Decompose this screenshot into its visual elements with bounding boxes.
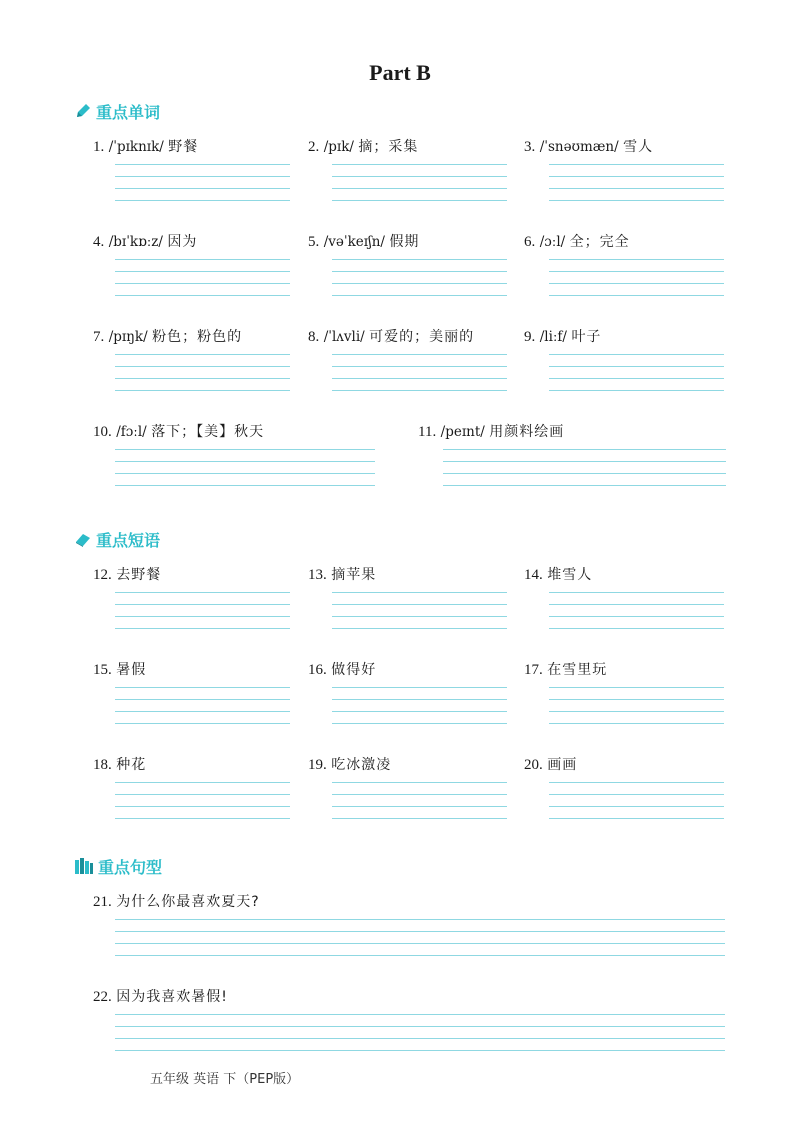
item-meaning: 堆雪人 (547, 567, 593, 583)
item-meaning: 因为 (167, 234, 198, 250)
item-meaning: 粉色；粉色的 (152, 329, 243, 345)
item-meaning: 叶子 (571, 329, 602, 345)
writing-line[interactable] (549, 295, 724, 296)
writing-line[interactable] (115, 461, 375, 462)
item-number: 11. (418, 424, 437, 440)
item-phonetic: /bɪˈkɒːz/ (108, 234, 163, 250)
writing-line[interactable] (115, 164, 290, 165)
item-number: 16. (308, 662, 327, 678)
writing-line[interactable] (549, 699, 724, 700)
writing-line[interactable] (332, 283, 507, 284)
writing-line[interactable] (549, 628, 724, 629)
writing-line[interactable] (115, 354, 290, 355)
writing-line[interactable] (115, 390, 290, 391)
writing-line[interactable] (115, 1026, 725, 1027)
item-meaning: 暑假 (116, 662, 147, 678)
item-meaning: 吃冰激凌 (331, 757, 392, 773)
item-number: 21. (93, 894, 112, 910)
item-meaning: 可爱的；美丽的 (369, 329, 475, 345)
writing-line[interactable] (549, 818, 724, 819)
item-number: 8. (308, 329, 320, 345)
item-label (524, 756, 577, 774)
writing-line[interactable] (115, 943, 725, 944)
writing-line[interactable] (549, 200, 724, 201)
item-label (93, 756, 146, 774)
writing-line[interactable] (549, 259, 724, 260)
writing-line[interactable] (549, 687, 724, 688)
writing-line[interactable] (549, 592, 724, 593)
writing-line[interactable] (115, 176, 290, 177)
section-heading-sentences (74, 855, 162, 877)
writing-line[interactable] (115, 473, 375, 474)
writing-line[interactable] (115, 259, 290, 260)
writing-line[interactable] (115, 271, 290, 272)
writing-line[interactable] (549, 794, 724, 795)
writing-line[interactable] (332, 806, 507, 807)
writing-line[interactable] (332, 200, 507, 201)
writing-line[interactable] (443, 485, 726, 486)
item-label (93, 988, 228, 1006)
item-number: 3. (524, 139, 536, 155)
item-meaning: 在雪里玩 (547, 662, 608, 678)
item-label (308, 233, 419, 251)
section-heading-text: 重点单词 (96, 102, 161, 122)
writing-line[interactable] (549, 164, 724, 165)
writing-line[interactable] (115, 1050, 725, 1051)
writing-line[interactable] (332, 699, 507, 700)
writing-line[interactable] (332, 188, 507, 189)
writing-line[interactable] (549, 782, 724, 783)
item-number: 9. (524, 329, 536, 345)
item-meaning: 做得好 (331, 662, 377, 678)
writing-line[interactable] (549, 366, 724, 367)
item-number: 2. (308, 139, 320, 155)
writing-line[interactable] (332, 176, 507, 177)
writing-line[interactable] (332, 271, 507, 272)
writing-line[interactable] (115, 1014, 725, 1015)
page-title: Part B (369, 60, 431, 85)
item-meaning: 用颜料绘画 (489, 424, 565, 440)
pencil-icon (74, 102, 92, 120)
item-number: 15. (93, 662, 112, 678)
writing-line[interactable] (115, 378, 290, 379)
item-number: 13. (308, 567, 327, 583)
item-meaning: 为什么你最喜欢夏天? (116, 894, 260, 910)
writing-line[interactable] (115, 366, 290, 367)
writing-line[interactable] (332, 794, 507, 795)
item-phonetic: /ˈlʌvli/ (323, 329, 365, 345)
item-label (308, 756, 391, 774)
item-label (93, 893, 260, 911)
writing-line[interactable] (115, 806, 290, 807)
item-label (524, 328, 601, 346)
item-label (524, 566, 592, 584)
item-label (93, 233, 197, 251)
writing-line[interactable] (332, 295, 507, 296)
writing-line[interactable] (332, 711, 507, 712)
item-label (524, 138, 653, 156)
writing-line[interactable] (115, 628, 290, 629)
writing-line[interactable] (115, 955, 725, 956)
item-meaning: 因为我喜欢暑假! (116, 989, 228, 1005)
writing-line[interactable] (115, 818, 290, 819)
item-label (418, 423, 564, 441)
writing-line[interactable] (443, 473, 726, 474)
writing-line[interactable] (115, 485, 375, 486)
item-meaning: 画画 (547, 757, 578, 773)
writing-line[interactable] (549, 176, 724, 177)
books-icon (74, 857, 94, 875)
section-heading-phrases (74, 528, 160, 550)
writing-line[interactable] (549, 354, 724, 355)
writing-line[interactable] (332, 390, 507, 391)
writing-line[interactable] (332, 723, 507, 724)
item-phonetic: /ˈsnəʊmæn/ (539, 139, 619, 155)
item-number: 22. (93, 989, 112, 1005)
writing-line[interactable] (332, 259, 507, 260)
writing-line[interactable] (549, 711, 724, 712)
writing-line[interactable] (332, 782, 507, 783)
item-meaning: 摘苹果 (331, 567, 377, 583)
item-phonetic: /liːf/ (539, 329, 567, 345)
item-label (93, 423, 264, 441)
item-number: 5. (308, 234, 320, 250)
writing-line[interactable] (549, 188, 724, 189)
writing-line[interactable] (115, 592, 290, 593)
item-meaning: 去野餐 (116, 567, 162, 583)
writing-line[interactable] (332, 687, 507, 688)
item-meaning: 雪人 (623, 139, 654, 155)
writing-line[interactable] (332, 628, 507, 629)
item-meaning: 全；完全 (569, 234, 630, 250)
item-number: 6. (524, 234, 536, 250)
writing-line[interactable] (332, 164, 507, 165)
writing-line[interactable] (549, 378, 724, 379)
writing-line[interactable] (115, 699, 290, 700)
writing-line[interactable] (115, 711, 290, 712)
item-label (308, 661, 376, 679)
writing-line[interactable] (332, 378, 507, 379)
item-label (308, 566, 376, 584)
writing-line[interactable] (549, 283, 724, 284)
item-phonetic: /vəˈkeɪʃn/ (323, 234, 385, 250)
item-phonetic: /peɪnt/ (440, 424, 485, 440)
eraser-icon (74, 530, 92, 548)
footer-book-info: 五年级 英语 下（PEP版） (150, 1072, 300, 1087)
item-label (308, 138, 418, 156)
writing-line[interactable] (115, 449, 375, 450)
writing-line[interactable] (115, 931, 725, 932)
item-number: 20. (524, 757, 543, 773)
item-meaning: 摘；采集 (358, 139, 419, 155)
item-phonetic: /pɪŋk/ (108, 329, 148, 345)
writing-line[interactable] (115, 188, 290, 189)
item-label (308, 328, 474, 346)
writing-line[interactable] (115, 723, 290, 724)
writing-line[interactable] (115, 295, 290, 296)
writing-line[interactable] (332, 818, 507, 819)
writing-line[interactable] (549, 271, 724, 272)
writing-line[interactable] (332, 604, 507, 605)
writing-line[interactable] (115, 616, 290, 617)
writing-line[interactable] (115, 919, 725, 920)
writing-line[interactable] (332, 354, 507, 355)
item-number: 10. (93, 424, 112, 440)
section-heading-text: 重点短语 (96, 530, 161, 550)
item-label (93, 138, 198, 156)
item-meaning: 落下；【美】秋天 (151, 424, 265, 440)
writing-line[interactable] (443, 461, 726, 462)
item-number: 18. (93, 757, 112, 773)
writing-line[interactable] (549, 616, 724, 617)
writing-line[interactable] (332, 592, 507, 593)
item-label (524, 233, 630, 251)
item-label (93, 661, 146, 679)
item-number: 1. (93, 139, 105, 155)
section-heading-words (74, 100, 160, 122)
writing-line[interactable] (115, 283, 290, 284)
writing-line[interactable] (332, 616, 507, 617)
writing-line[interactable] (549, 723, 724, 724)
item-meaning: 种花 (116, 757, 147, 773)
writing-line[interactable] (332, 366, 507, 367)
item-phonetic: /ˈpɪknɪk/ (108, 139, 164, 155)
item-meaning: 野餐 (168, 139, 199, 155)
writing-line[interactable] (115, 782, 290, 783)
writing-line[interactable] (115, 794, 290, 795)
writing-line[interactable] (115, 200, 290, 201)
item-meaning: 假期 (389, 234, 420, 250)
item-number: 14. (524, 567, 543, 583)
item-phonetic: /fɔːl/ (116, 424, 147, 440)
writing-line[interactable] (549, 390, 724, 391)
item-number: 19. (308, 757, 327, 773)
writing-line[interactable] (115, 687, 290, 688)
item-label (93, 328, 242, 346)
writing-line[interactable] (443, 449, 726, 450)
item-label (93, 566, 161, 584)
item-number: 12. (93, 567, 112, 583)
item-label (524, 661, 607, 679)
writing-line[interactable] (115, 604, 290, 605)
item-number: 7. (93, 329, 105, 345)
writing-line[interactable] (549, 604, 724, 605)
writing-line[interactable] (115, 1038, 725, 1039)
section-heading-text: 重点句型 (98, 857, 163, 877)
item-phonetic: /ɔːl/ (539, 234, 566, 250)
writing-line[interactable] (549, 806, 724, 807)
item-phonetic: /pɪk/ (323, 139, 354, 155)
item-number: 17. (524, 662, 543, 678)
item-number: 4. (93, 234, 105, 250)
